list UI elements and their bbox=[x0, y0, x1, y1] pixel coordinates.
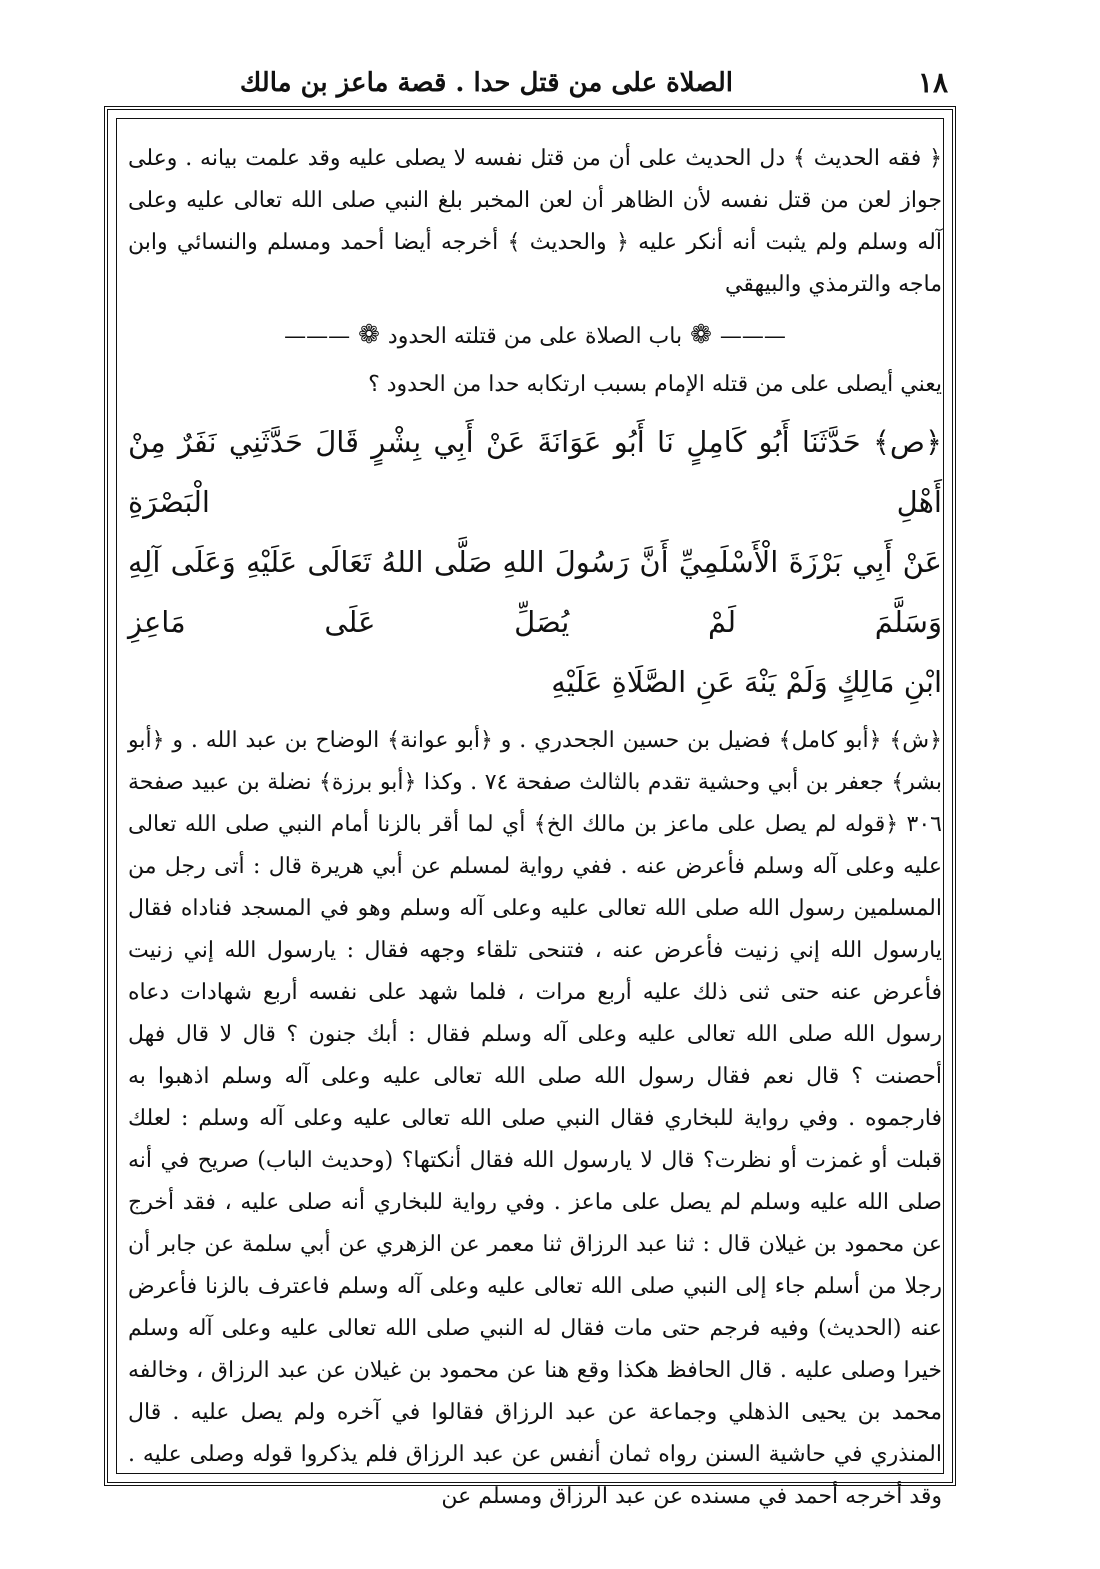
fiqh-paragraph: ﴿ فقه الحديث ﴾ دل الحديث على أن من قتل نفسه لا يصلى عليه وقد علمت بيانه . وعلى جواز لعن من قتل نفسه لأن الظاهر أن لعن المخبر بلغ النبي صلى الله تعالى عليه وعلى آله وسلم ولم يثبت أنه أنكر عليه ﴿ والحديث ﴾ أخرجه أيضا أحمد ومسلم والنسائي وابن ماجه والترمذي والبيهقي bbox=[128, 146, 942, 297]
page-body bbox=[128, 138, 942, 1518]
chapter-intro: يعني أيصلى على من قتله الإمام بسبب ارتكابه حدا من الحدود ؟ bbox=[368, 372, 942, 397]
page-number: ١٨ bbox=[917, 66, 948, 99]
hadith-line: ابْنِ مَالِكٍ وَلَمْ يَنْهَ عَنِ الصَّلَاةِ عَلَيْهِ bbox=[551, 665, 942, 699]
commentary-paragraph: ﴿ش﴾ ﴿أبو كامل﴾ فضيل بن حسين الجحدري . و ﴿أبو عوانة﴾ الوضاح بن عبد الله . و ﴿أبو بشر﴾ جعفر بن أبي وحشية تقدم بالثالث صفحة ٧٤ . وكذا ﴿أبو برزة﴾ نضلة بن عبيد صفحة ٣٠٦ ﴿قوله لم يصل على ماعز بن مالك الخ﴾ أي لما أقر بالزنا أمام النبي صلى الله تعالى عليه وعلى آله وسلم فأعرض عنه . ففي رواية لمسلم عن أبي هريرة قال : أتى رجل من المسلمين رسول الله صلى الله تعالى عليه وعلى آله وسلم وهو في المسجد فناداه فقال يارسول الله إني زنيت فأعرض عنه ، فتنحى تلقاء وجهه فقال : يارسول الله إني زنيت فأعرض عنه حتى ثنى ذلك عليه أربع مرات ، فلما شهد على نفسه أربع شهادات دعاه رسول الله صلى الله تعالى عليه وعلى آله وسلم فقال : أبك جنون ؟ قال لا قال فهل أحصنت ؟ قال نعم فقال رسول الله صلى الله تعالى عليه وعلى آله وسلم اذهبوا به فارجموه . وفي رواية للبخاري فقال النبي صلى الله تعالى عليه وعلى آله وسلم : لعلك قبلت أو غمزت أو نظرت؟ قال لا يارسول الله فقال أنكتها؟ (وحديث الباب) صريح في أنه صلى الله عليه وسلم لم يصل على ماعز . وفي رواية للبخاري أنه صلى عليه ، فقد أخرج عن محمود بن غيلان قال : ثنا عبد الرزاق ثنا معمر عن الزهري عن أبي سلمة عن جابر أن رجلا من أسلم جاء إلى النبي صلى الله تعالى عليه وعلى آله وسلم فاعترف بالزنا فأعرض عنه (الحديث) وفيه فرجم حتى مات فقال له النبي صلى الله تعالى عليه وعلى آله وسلم خيرا وصلى عليه . قال الحافظ هكذا وقع هنا عن محمود بن غيلان عن عبد الرزاق ، وخالفه محمد بن يحيى الذهلي وجماعة عن عبد الرزاق فقالوا في آخره ولم يصل عليه . قال المنذري في حاشية السنن رواه ثمان أنفس عن عبد الرزاق فلم يذكروا قوله وصلى عليه . وقد أخرجه أحمد في مسنده عن عبد الرزاق ومسلم عن bbox=[128, 728, 942, 1509]
hadith-text bbox=[128, 412, 942, 712]
page-header bbox=[110, 62, 948, 102]
heading-dash-right: ——— bbox=[719, 324, 786, 349]
chapter-heading bbox=[128, 314, 942, 358]
chapter-title: باب الصلاة على من قتلته الحدود bbox=[387, 324, 683, 349]
heading-dash-left: ——— bbox=[284, 324, 351, 349]
hadith-line: ﴿ص﴾ حَدَّثَنَا أَبُو كَامِلٍ نَا أَبُو عَوَانَةَ عَنْ أَبِي بِشْرٍ قَالَ حَدَّثَنِي نَفَرٌ مِنْ أَهْلِ الْبَصْرَةِ bbox=[128, 425, 942, 519]
hadith-line: عَنْ أَبِي بَرْزَةَ الْأَسْلَمِيِّ أَنَّ رَسُولَ اللهِ صَلَّى اللهُ تَعَالَى عَلَيْهِ وَعَلَى آلِهِ وَسَلَّمَ لَمْ يُصَلِّ عَلَى مَاعِزِ bbox=[128, 545, 942, 639]
ornament-left-icon: ❁ bbox=[358, 320, 380, 350]
ornament-right-icon: ❁ bbox=[690, 320, 712, 350]
page-title: الصلاة على من قتل حدا . قصة ماعز بن مالك bbox=[239, 68, 733, 98]
